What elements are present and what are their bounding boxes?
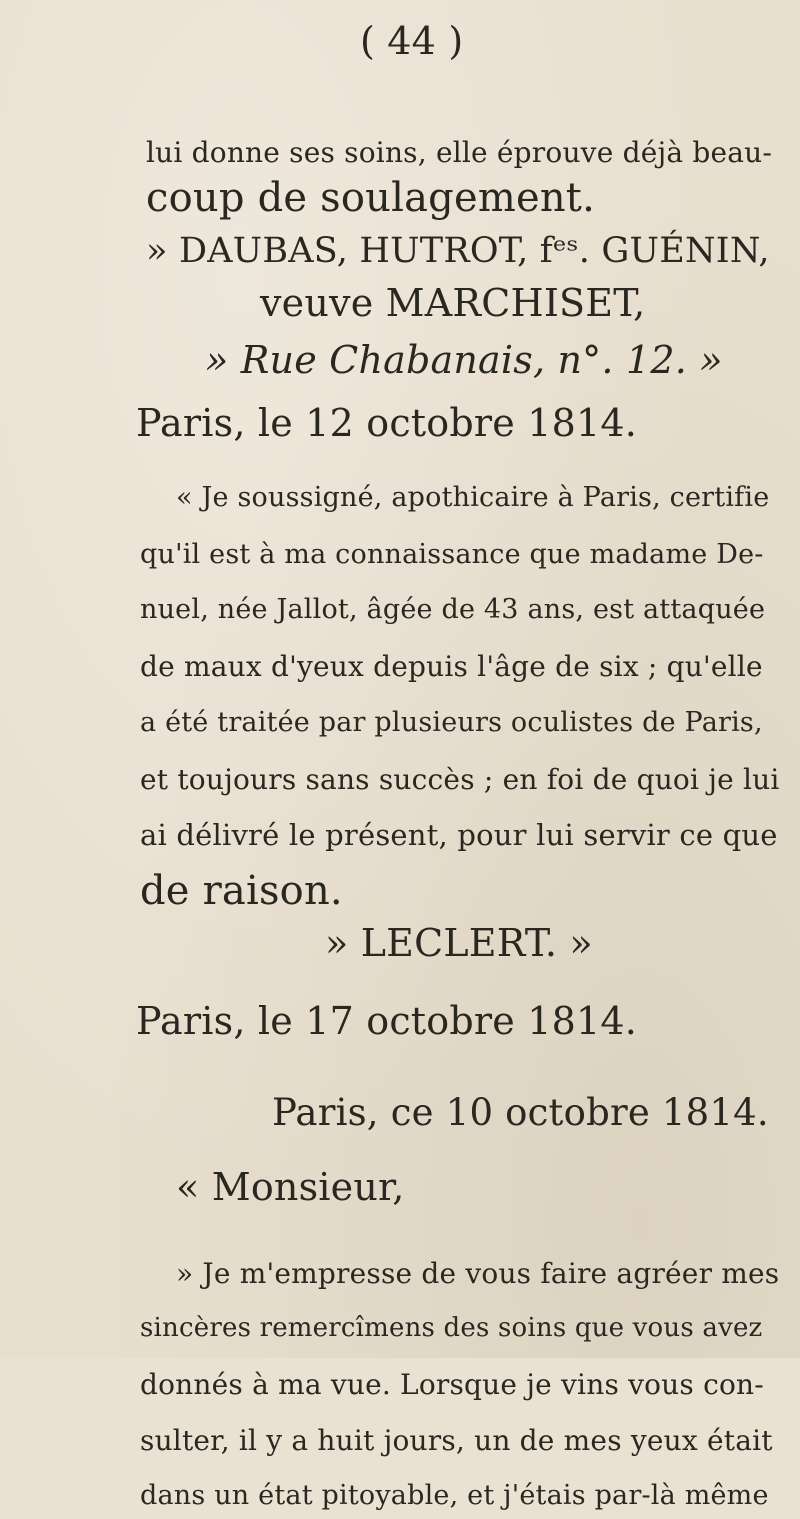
text-line: » Rue Chabanais, n°. 12. » [205, 338, 723, 382]
text-line: » DAUBAS, HUTROT, fᵉˢ. GUÉNIN, [146, 231, 770, 271]
page-number: ( 44 ) [360, 19, 464, 63]
paragraph-line: de raison. [140, 868, 343, 914]
letter-dateline: Paris, ce 10 octobre 1814. [272, 1091, 769, 1134]
letter-line: donnés à ma vue. Lorsque je vins vous con- [140, 1368, 764, 1401]
paragraph-line: et toujours sans succès ; en foi de quoi je lui [140, 763, 780, 796]
letter-line: sincères remercîmens des soins que vous avez [140, 1313, 763, 1343]
letter-line: dans un état pitoyable, et j'étais par-là même [140, 1480, 769, 1511]
salutation: « Monsieur, [176, 1165, 405, 1209]
signature: » LECLERT. » [325, 921, 593, 965]
letter-line: sulter, il y a huit jours, un de mes yeux était [140, 1424, 773, 1457]
paragraph-line: nuel, née Jallot, âgée de 43 ans, est attaquée [140, 594, 766, 625]
paragraph-line: a été traitée par plusieurs oculistes de Paris, [140, 707, 763, 738]
paragraph-line: de maux d'yeux depuis l'âge de six ; qu'elle [140, 650, 763, 683]
paragraph-line: qu'il est à ma connaissance que madame De- [140, 539, 764, 570]
text-line: veuve MARCHISET, [260, 281, 646, 325]
text-line: coup de soulagement. [146, 175, 595, 221]
paragraph-line: « Je soussigné, apothicaire à Paris, certifie [176, 482, 770, 513]
paragraph-line: ai délivré le présent, pour lui servir ce que [140, 818, 778, 852]
letter-line: » Je m'empresse de vous faire agréer mes [176, 1257, 780, 1290]
dateline: Paris, le 17 octobre 1814. [136, 999, 637, 1043]
dateline: Paris, le 12 octobre 1814. [136, 401, 637, 445]
text-line: lui donne ses soins, elle éprouve déjà beau- [146, 136, 773, 169]
